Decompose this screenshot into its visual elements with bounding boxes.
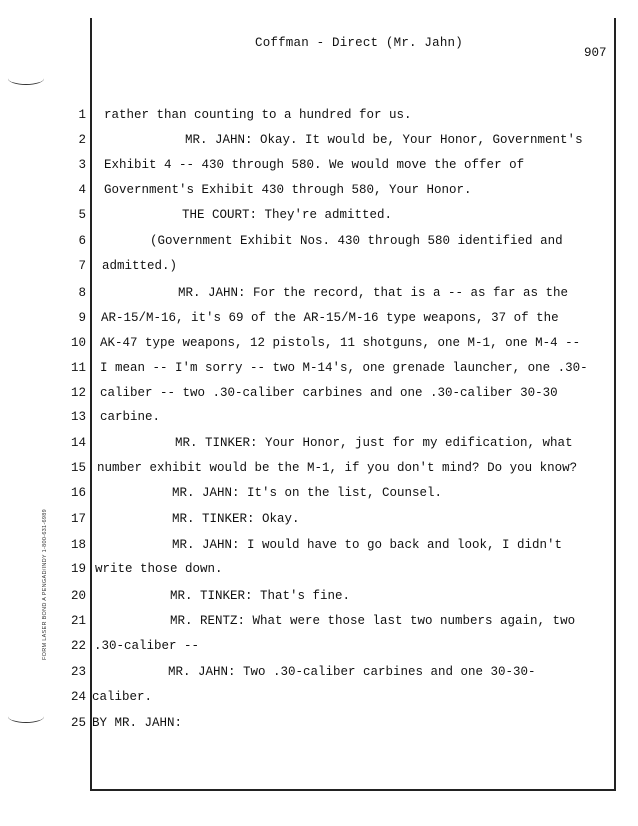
line-number: 11 bbox=[70, 361, 86, 375]
bottom-rule bbox=[90, 789, 616, 791]
line-text: BY MR. JAHN: bbox=[92, 716, 183, 730]
line-text: MR. JAHN: Two .30-caliber carbines and one 30-30- bbox=[168, 665, 536, 679]
line-text: Government's Exhibit 430 through 580, Your Honor. bbox=[104, 183, 472, 197]
form-imprint: FORM LASER BOND A PENGAD/INDY 1-800-631-6989 bbox=[42, 509, 48, 660]
line-text: MR. TINKER: Your Honor, just for my edification, what bbox=[175, 436, 573, 450]
line-number: 19 bbox=[70, 562, 86, 576]
transcript-line bbox=[0, 133, 638, 151]
line-number: 17 bbox=[70, 512, 86, 526]
hole-punch-mark bbox=[8, 72, 44, 85]
line-number: 24 bbox=[70, 690, 86, 704]
line-text: AK-47 type weapons, 12 pistols, 11 shotguns, one M-1, one M-4 -- bbox=[100, 336, 581, 350]
transcript-line bbox=[0, 665, 638, 683]
line-text: AR-15/M-16, it's 69 of the AR-15/M-16 type weapons, 37 of the bbox=[101, 311, 559, 325]
line-text: rather than counting to a hundred for us. bbox=[104, 108, 412, 122]
line-text: MR. JAHN: Okay. It would be, Your Honor, Government's bbox=[185, 133, 583, 147]
transcript-line bbox=[0, 208, 638, 226]
transcript-line bbox=[0, 716, 638, 734]
transcript-line bbox=[0, 386, 638, 404]
transcript-line bbox=[0, 639, 638, 657]
line-number: 3 bbox=[78, 158, 86, 172]
line-text: Exhibit 4 -- 430 through 580. We would move the offer of bbox=[104, 158, 525, 172]
line-text: .30-caliber -- bbox=[94, 639, 200, 653]
page-number: 907 bbox=[584, 46, 607, 60]
line-number: 21 bbox=[70, 614, 86, 628]
transcript-line bbox=[0, 361, 638, 379]
line-number: 1 bbox=[78, 108, 86, 122]
line-text: MR. JAHN: I would have to go back and look, I didn't bbox=[172, 538, 563, 552]
transcript-line bbox=[0, 436, 638, 454]
transcript-line bbox=[0, 234, 638, 252]
line-number: 13 bbox=[70, 410, 86, 424]
transcript-line bbox=[0, 589, 638, 607]
line-number: 22 bbox=[70, 639, 86, 653]
line-text: MR. TINKER: Okay. bbox=[172, 512, 300, 526]
line-number: 23 bbox=[70, 665, 86, 679]
transcript-line bbox=[0, 486, 638, 504]
transcript-line bbox=[0, 562, 638, 580]
line-number: 10 bbox=[70, 336, 86, 350]
line-text: MR. TINKER: That's fine. bbox=[170, 589, 351, 603]
transcript-line bbox=[0, 259, 638, 277]
transcript-line bbox=[0, 108, 638, 126]
line-number: 8 bbox=[78, 286, 86, 300]
transcript-line bbox=[0, 311, 638, 329]
transcript-line bbox=[0, 410, 638, 428]
line-number: 6 bbox=[78, 234, 86, 248]
transcript-line bbox=[0, 183, 638, 201]
line-number: 4 bbox=[78, 183, 86, 197]
line-number: 14 bbox=[70, 436, 86, 450]
line-number: 5 bbox=[78, 208, 86, 222]
line-number: 15 bbox=[70, 461, 86, 475]
transcript-line bbox=[0, 538, 638, 556]
line-text: carbine. bbox=[100, 410, 161, 424]
line-number: 16 bbox=[70, 486, 86, 500]
line-text: write those down. bbox=[95, 562, 223, 576]
line-text: caliber. bbox=[92, 690, 153, 704]
line-number: 18 bbox=[70, 538, 86, 552]
line-number: 2 bbox=[78, 133, 86, 147]
line-number: 20 bbox=[70, 589, 86, 603]
transcript-line bbox=[0, 158, 638, 176]
line-text: (Government Exhibit Nos. 430 through 580 identified and bbox=[150, 234, 563, 248]
page-header: Coffman - Direct (Mr. Jahn) bbox=[255, 36, 463, 50]
line-text: THE COURT: They're admitted. bbox=[182, 208, 393, 222]
transcript-line bbox=[0, 690, 638, 708]
line-text: MR. JAHN: It's on the list, Counsel. bbox=[172, 486, 443, 500]
line-number: 25 bbox=[70, 716, 86, 730]
line-number: 9 bbox=[78, 311, 86, 325]
transcript-line bbox=[0, 614, 638, 632]
line-text: MR. RENTZ: What were those last two numbers again, two bbox=[170, 614, 576, 628]
line-text: admitted.) bbox=[102, 259, 178, 273]
transcript-line bbox=[0, 512, 638, 530]
transcript-line bbox=[0, 286, 638, 304]
transcript-line bbox=[0, 336, 638, 354]
line-number: 7 bbox=[78, 259, 86, 273]
line-text: MR. JAHN: For the record, that is a -- as far as the bbox=[178, 286, 569, 300]
line-number: 12 bbox=[70, 386, 86, 400]
line-text: number exhibit would be the M-1, if you don't mind? Do you know? bbox=[97, 461, 578, 475]
transcript-line bbox=[0, 461, 638, 479]
line-text: I mean -- I'm sorry -- two M-14's, one grenade launcher, one .30- bbox=[100, 361, 588, 375]
line-text: caliber -- two .30-caliber carbines and one .30-caliber 30-30 bbox=[100, 386, 558, 400]
